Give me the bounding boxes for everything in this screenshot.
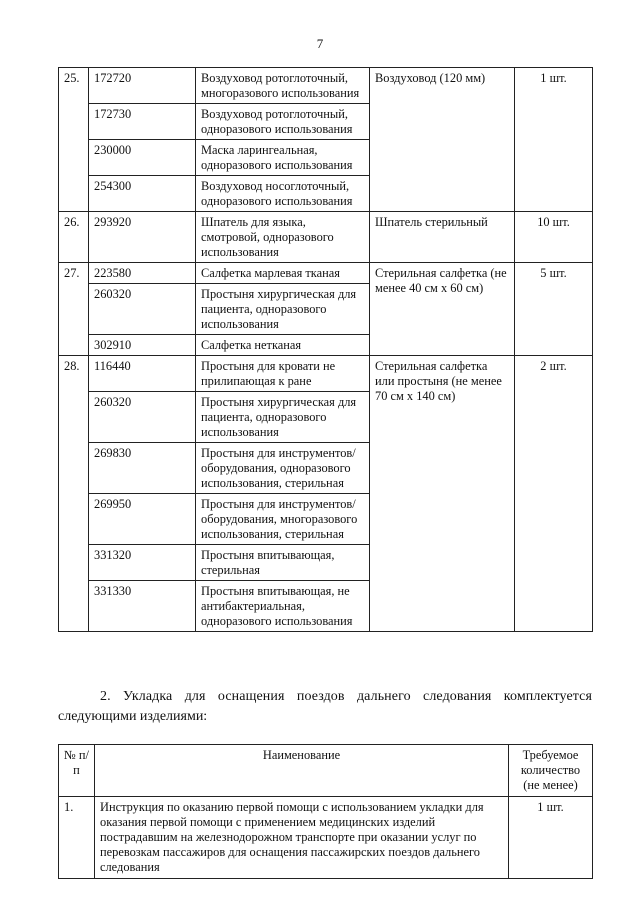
product-name: Воздуховод ротоглоточный, многоразового использования [196, 68, 370, 104]
product-name: Салфетка нетканая [196, 335, 370, 356]
item-description: Стерильная салфетка (не менее 40 см х 60 см) [370, 263, 515, 356]
item-description: Шпатель стерильный [370, 212, 515, 263]
table-row [59, 356, 593, 392]
header-name: Наименование [95, 745, 509, 797]
product-name: Воздуховод носоглоточный, одноразового использования [196, 176, 370, 212]
item-name: Инструкция по оказанию первой помощи с использованием укладки для оказания первой помощи с применением медицинских изделий пострадавшим на железнодорожном транспорте при оказании услуг по перевозкам пассажиров для оснащения пассажирских поездов дальнего следования [95, 797, 509, 879]
row-number: 27. [59, 263, 89, 356]
product-name: Салфетка марлевая тканая [196, 263, 370, 284]
product-code: 254300 [89, 176, 196, 212]
product-code: 223580 [89, 263, 196, 284]
product-code: 269950 [89, 494, 196, 545]
kit-items-table [58, 744, 593, 879]
section-paragraph-line1: 2. Укладка для оснащения поездов дальнего следования комплектуется [100, 689, 592, 704]
page-number: 7 [316, 36, 324, 51]
table-header-row [59, 745, 593, 797]
item-quantity: 5 шт. [515, 263, 593, 356]
product-code: 172720 [89, 68, 196, 104]
row-number: 25. [59, 68, 89, 212]
product-name: Воздуховод ротоглоточный, одноразового использования [196, 104, 370, 140]
product-name: Простыня хирургическая для пациента, одноразового использования [196, 284, 370, 335]
section-paragraph-line2: следующими изделиями: [58, 709, 208, 724]
product-name: Простыня впитывающая, стерильная [196, 545, 370, 581]
product-code: 293920 [89, 212, 196, 263]
header-num: № п/п [59, 745, 95, 797]
equipment-table [58, 67, 593, 632]
product-code: 269830 [89, 443, 196, 494]
table-row [59, 797, 593, 879]
product-code: 302910 [89, 335, 196, 356]
item-quantity: 2 шт. [515, 356, 593, 632]
product-name: Простыня для инструментов/оборудования, многоразового использования, стерильная [196, 494, 370, 545]
table-row [59, 68, 593, 104]
product-name: Простыня впитывающая, не антибактериальная, одноразового использования [196, 581, 370, 632]
item-quantity: 1 шт. [515, 68, 593, 212]
product-name: Простыня для кровати не прилипающая к ране [196, 356, 370, 392]
product-code: 116440 [89, 356, 196, 392]
product-code: 260320 [89, 392, 196, 443]
item-quantity: 1 шт. [509, 797, 593, 879]
row-number: 1. [59, 797, 95, 879]
row-number: 26. [59, 212, 89, 263]
item-quantity: 10 шт. [515, 212, 593, 263]
product-name: Простыня для инструментов/оборудования, одноразового использования, стерильная [196, 443, 370, 494]
product-code: 230000 [89, 140, 196, 176]
product-code: 331320 [89, 545, 196, 581]
table-row [59, 263, 593, 284]
product-name: Маска ларингеальная, одноразового использования [196, 140, 370, 176]
header-qty: Требуемое количество (не менее) [509, 745, 593, 797]
product-code: 331330 [89, 581, 196, 632]
table-row [59, 212, 593, 263]
product-name: Шпатель для языка, смотровой, одноразового использования [196, 212, 370, 263]
product-code: 260320 [89, 284, 196, 335]
item-description: Воздуховод (120 мм) [370, 68, 515, 212]
product-code: 172730 [89, 104, 196, 140]
item-description: Стерильная салфетка или простыня (не менее 70 см х 140 см) [370, 356, 515, 632]
row-number: 28. [59, 356, 89, 632]
product-name: Простыня хирургическая для пациента, одноразового использования [196, 392, 370, 443]
